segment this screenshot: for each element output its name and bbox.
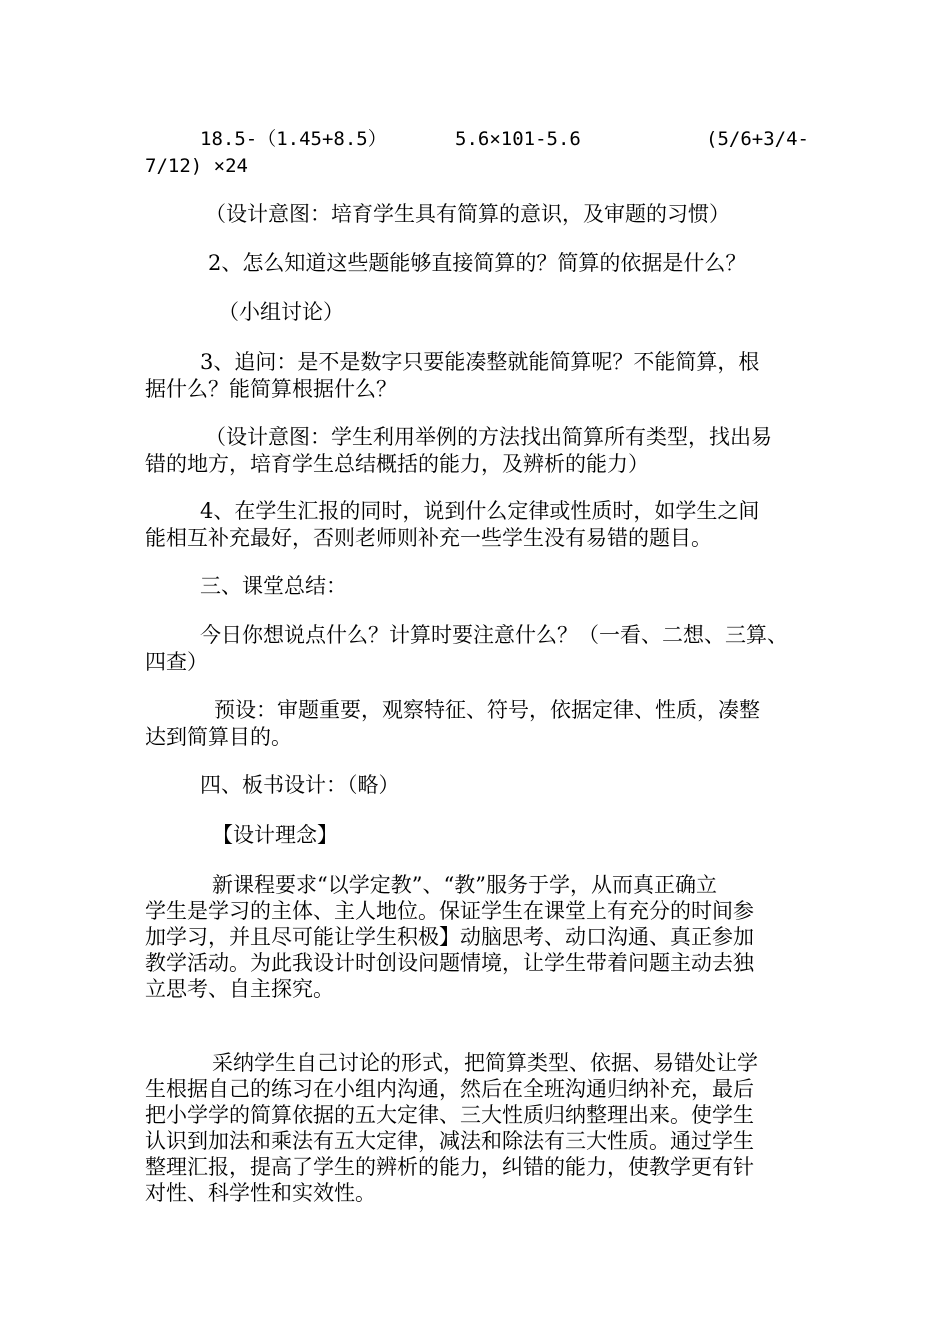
expression-3-end: 7/12) ×24 — [145, 155, 248, 177]
expression-2: 5.6×101-5.6 — [455, 128, 581, 150]
question-3-line-1: 3、追问：是不是数字只要能凑整就能简算呢？不能简算，根 — [200, 350, 760, 374]
expression-3-start: (5/6+3/4- — [706, 128, 809, 150]
summary-line-1: 今日你想说点什么？计算时要注意什么？（一看、二想、三算、 — [200, 623, 788, 647]
summary-line-2: 四查） — [145, 650, 208, 674]
concept-p1-line-3: 加学习，并且尽可能让学生积极】动脑思考、动口沟通、真正参加 — [145, 925, 754, 949]
design-intent-1: （设计意图：培育学生具有简算的意识，及审题的习惯） — [205, 202, 730, 226]
design-concept-heading: 【设计理念】 — [212, 823, 338, 847]
concept-p2-line-4: 认识到加法和乘法有五大定律，减法和除法有三大性质。通过学生 — [145, 1129, 754, 1153]
concept-p1-line-5: 立思考、自主探究。 — [145, 977, 334, 1001]
concept-p2-line-6: 对性、科学性和实效性。 — [145, 1181, 376, 1205]
preset-line-2: 达到简算目的。 — [145, 725, 292, 749]
item-4-line-2: 能相互补充最好，否则老师则补充一些学生没有易错的题目。 — [145, 526, 712, 550]
expression-1: 18.5-（1.45+8.5） — [200, 128, 387, 150]
design-intent-2-line-1: （设计意图：学生利用举例的方法找出简算所有类型，找出易 — [205, 425, 772, 449]
concept-p1-line-1: 新课程要求“以学定教”、“教”服务于学，从而真正确立 — [212, 873, 717, 897]
concept-p1-line-2: 学生是学习的主体、主人地位。保证学生在课堂上有充分的时间参 — [145, 899, 754, 923]
concept-p2-line-3: 把小学学的简算依据的五大定律、三大性质归纳整理出来。使学生 — [145, 1103, 754, 1127]
group-discussion: （小组讨论） — [218, 300, 344, 324]
question-2: 2、怎么知道这些题能够直接简算的？简算的依据是什么？ — [208, 251, 747, 275]
design-intent-2-line-2: 错的地方，培育学生总结概括的能力，及辨析的能力） — [145, 452, 649, 476]
section-4-heading: 四、板书设计：（略） — [200, 773, 400, 797]
question-3-line-2: 据什么？能简算根据什么？ — [145, 377, 397, 401]
concept-p2-line-1: 采纳学生自己讨论的形式，把简算类型、依据、易错处让学 — [212, 1051, 758, 1075]
item-4-line-1: 4、在学生汇报的同时，说到什么定律或性质时，如学生之间 — [200, 499, 760, 523]
preset-line-1: 预设：审题重要，观察特征、符号，依据定律、性质，凑整 — [214, 698, 760, 722]
concept-p2-line-5: 整理汇报，提高了学生的辨析的能力，纠错的能力，使教学更有针 — [145, 1155, 754, 1179]
section-3-heading: 三、课堂总结： — [200, 574, 347, 598]
concept-p2-line-2: 生根据自己的练习在小组内沟通，然后在全班沟通归纳补充，最后 — [145, 1077, 754, 1101]
concept-p1-line-4: 教学活动。为此我设计时创设问题情境，让学生带着问题主动去独 — [145, 951, 754, 975]
